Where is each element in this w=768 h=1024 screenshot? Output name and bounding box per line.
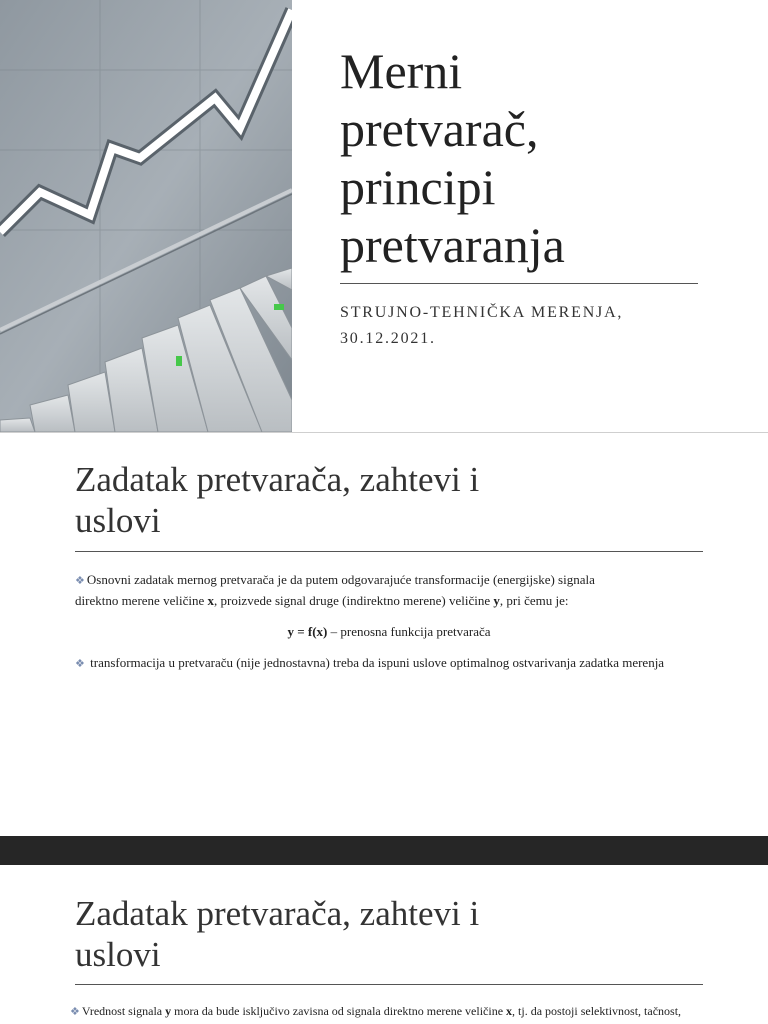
subtitle-line: 30.12.2021. <box>340 330 436 347</box>
content-slide-1 <box>0 433 768 836</box>
paragraph-main-task <box>75 570 703 611</box>
paragraph-selectivity <box>70 1002 704 1021</box>
variable-x: x <box>207 593 214 608</box>
paragraph-transformation <box>75 653 703 674</box>
heading-line: uslovi <box>75 935 161 974</box>
title-line: Merni <box>340 43 463 99</box>
heading-line: Zadatak pretvarača, zahtevi i <box>75 460 480 499</box>
title-slide <box>0 0 768 432</box>
text: transformacija u pretvaraču (nije jednostavna) treba da ispuni uslove optimalnog ostvarivanja zadatka merenja <box>86 655 665 670</box>
text: Osnovni zadatak mernog pretvarača je da putem odgovarajuće transformacije (energijske) signala <box>86 572 595 587</box>
heading-divider <box>75 984 703 985</box>
text: direktno merene veličine <box>75 593 208 608</box>
text: Vrednost signala <box>81 1004 166 1018</box>
diamond-bullet-icon: ❖ <box>70 1006 80 1018</box>
title-line: pretvaranja <box>340 217 565 273</box>
presentation-subtitle <box>340 300 740 352</box>
heading-line: Zadatak pretvarača, zahtevi i <box>75 894 480 933</box>
diamond-bullet-icon: ❖ <box>75 658 85 670</box>
title-line: pretvarač, <box>340 101 539 157</box>
slide-heading <box>75 893 695 975</box>
formula-description: – prenosna funkcija pretvarača <box>327 624 491 639</box>
text: mora da bude isključivo zavisna od signala direktno merene veličine <box>171 1004 507 1018</box>
text: , tj. da postoji selektivnost, tačnost, <box>512 1004 682 1018</box>
variable-y: y <box>165 1004 172 1018</box>
text: , proizvede signal druge (indirektno merene) veličine <box>213 593 494 608</box>
diamond-bullet-icon: ❖ <box>75 575 85 587</box>
transfer-function-formula <box>75 622 703 642</box>
heading-line: uslovi <box>75 501 161 540</box>
content-slide-2 <box>0 865 768 1024</box>
formula-expression: y = f(x) <box>287 624 328 639</box>
variable-y: y <box>493 593 500 608</box>
presentation-title <box>340 42 740 274</box>
text: , pri čemu je: <box>499 593 569 608</box>
subtitle-line: STRUJNO-TEHNIČKA MERENJA, <box>340 304 624 321</box>
title-line: principi <box>340 159 496 215</box>
heading-divider <box>75 551 703 552</box>
title-divider <box>340 283 698 284</box>
stairs-growth-photo <box>0 0 292 432</box>
variable-x: x <box>506 1004 513 1018</box>
slide-gap-band <box>0 836 768 865</box>
slide-heading <box>75 459 695 541</box>
